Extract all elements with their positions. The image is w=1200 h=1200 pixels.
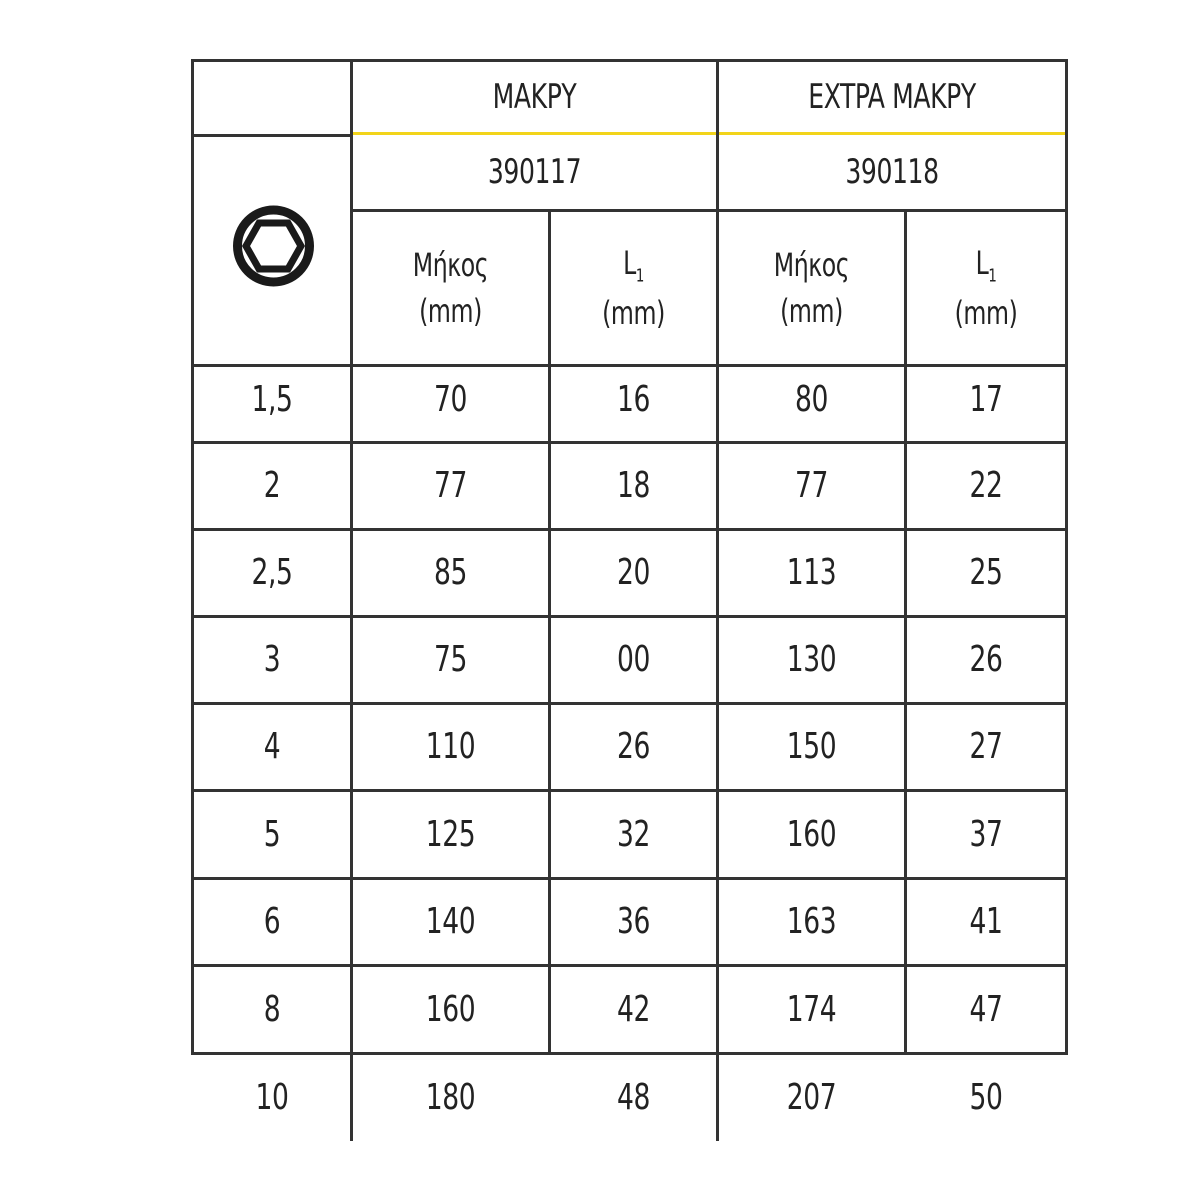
column-divider: [350, 59, 353, 1141]
header-divider: [191, 134, 353, 137]
long-length-cell: 70: [434, 379, 467, 421]
long-l1-cell: 48: [617, 1077, 650, 1119]
length-header-extra-long: [736, 212, 888, 364]
long-length-cell: 140: [425, 901, 476, 943]
extra-long-l1-cell: 26: [969, 639, 1003, 681]
size-cell: 4: [263, 726, 281, 768]
code-long: 390117: [487, 152, 582, 193]
l1-header-extra-long: [921, 212, 1051, 364]
unit-label: (mm): [780, 292, 843, 330]
size-cell: 2,5: [251, 552, 293, 594]
extra-long-l1-cell: 37: [969, 813, 1003, 855]
extra-long-length-cell: 113: [786, 552, 837, 594]
long-length-cell: 75: [434, 639, 467, 681]
length-label: Μήκος: [773, 245, 850, 284]
extra-long-l1-cell: 27: [969, 726, 1003, 768]
extra-long-l1-cell: 22: [969, 465, 1003, 507]
extra-long-length-cell: 163: [786, 901, 837, 943]
extra-long-length-cell: 174: [786, 988, 837, 1030]
size-cell: 3: [263, 639, 281, 681]
unit-label: (mm): [602, 293, 665, 332]
long-l1-cell: 36: [617, 901, 650, 943]
size-cell: 6: [263, 901, 281, 943]
column-divider: [904, 209, 907, 1055]
extra-long-l1-cell: 41: [969, 901, 1003, 943]
l1-label: $L_1$: [623, 244, 644, 287]
table-right-border: [1065, 59, 1068, 1055]
long-length-cell: 85: [434, 552, 467, 594]
extra-long-length-cell: 130: [786, 639, 837, 681]
long-length-cell: 110: [425, 726, 476, 768]
size-cell: 8: [263, 988, 281, 1030]
table-left-border: [191, 59, 194, 1055]
unit-label: (mm): [419, 292, 482, 330]
extra-long-length-cell: 150: [786, 726, 837, 768]
size-cell: 5: [263, 813, 281, 855]
size-cell: 1,5: [251, 379, 293, 421]
unit-label: (mm): [954, 293, 1018, 332]
hex-socket-icon: [226, 205, 321, 287]
code-extra-long: 390118: [845, 152, 939, 193]
extra-long-l1-cell: 25: [969, 552, 1003, 594]
extra-long-l1-cell: 47: [969, 988, 1003, 1030]
size-cell: 10: [255, 1077, 289, 1119]
group-extra-long-header: EXTPA ΜΑΚΡΥ: [808, 77, 976, 118]
column-divider: [548, 209, 551, 1055]
long-l1-cell: 26: [617, 726, 650, 768]
long-l1-cell: 18: [617, 465, 650, 507]
length-label: Μήκος: [412, 245, 489, 284]
extra-long-l1-cell: 50: [969, 1077, 1003, 1119]
size-cell: 2: [263, 465, 281, 507]
extra-long-length-cell: 77: [795, 465, 828, 507]
extra-long-length-cell: 80: [795, 379, 828, 421]
column-divider: [716, 59, 719, 1141]
long-l1-cell: 00: [617, 639, 650, 681]
long-l1-cell: 32: [617, 813, 650, 855]
extra-long-length-cell: 207: [786, 1077, 837, 1119]
long-length-cell: 125: [425, 813, 476, 855]
long-l1-cell: 16: [617, 379, 650, 421]
long-l1-cell: 20: [617, 552, 650, 594]
extra-long-length-cell: 160: [786, 813, 837, 855]
long-length-cell: 180: [425, 1077, 476, 1119]
long-l1-cell: 42: [617, 988, 650, 1030]
l1-header-long: [566, 212, 701, 364]
long-length-cell: 160: [425, 988, 476, 1030]
long-length-cell: 77: [434, 465, 467, 507]
extra-long-l1-cell: 17: [969, 379, 1003, 421]
l1-label: $L_1$: [975, 244, 997, 287]
length-header-long: [371, 212, 531, 364]
group-long-header: ΜΑΚΡΥ: [492, 77, 577, 118]
